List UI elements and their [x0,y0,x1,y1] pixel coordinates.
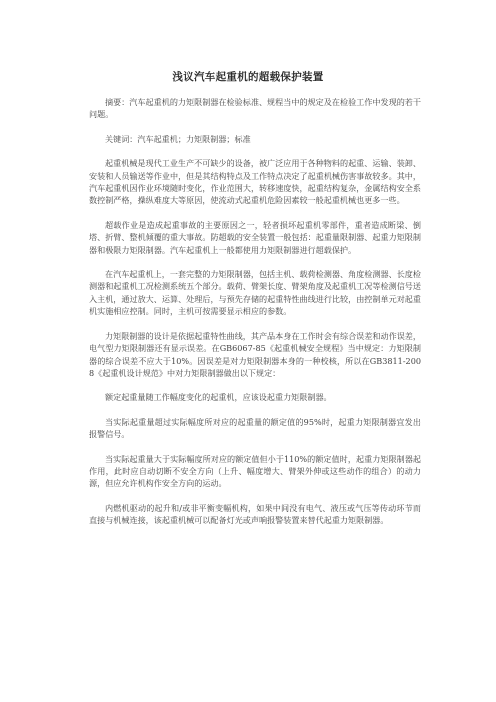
body-paragraph: 当实际起重量大于实际幅度所对应的额定值但小于110%的额定值时，起重力矩限制器起作用，此时应自动切断不安全方向（上升、幅度增大、臂架外伸或这些动作的组合）的动力源，但应允许机构作安全方向的运动。 [89,453,421,489]
body-paragraph: 内燃机驱动的起升和/或非平衡变幅机构，如果中间没有电气、液压或气压等传动环节而直接与机械连接，该起重机械可以配备灯光或声响报警装置来替代起重力矩限制器。 [89,502,421,526]
body-paragraph: 超载作业是造成起重事故的主要原因之一，轻者损坏起重机零部件，重者造成断梁、倒塔、折臂、整机倾覆的重大事故。防超载的安全装置一般包括：起重量限制器、起重力矩限制器和极限力矩限制器。汽车起重机上一般都使用力矩限制器进行超载保护。 [89,219,421,255]
document-body [89,96,421,539]
body-paragraph: 当实际起重量超过实际幅度所对应的起重量的额定值的95%时，起重力矩限制器宜发出报警信号。 [89,416,421,440]
body-paragraph: 起重机械是现代工业生产不可缺少的设备，被广泛应用于各种物料的起重、运输、装卸、安装和人员输送等作业中，但是其结构特点及工作特点决定了起重机械伤害事故较多。其中，汽车起重机因作业环境随时变化，作业范围大，转移速度快，起重结构复杂，金属结构安全系数控制严格，操纵难度大等原因，使流动式起重机危险因素较一般起重机械也更多一些。 [89,158,421,206]
body-paragraph: 在汽车起重机上，一套完整的力矩限制器，包括主机、载荷检测器、角度检测器、长度检测器和起重机工况检测系统五个部分。载荷、臂架长度、臂架角度及起重机工况等检测信号送入主机，通过放大、运算、处理后，与预先存储的起重特性曲线进行比较，由控制单元对起重机实施相应控制。同时，主机可按需要显示相应的参数。 [89,269,421,317]
abstract-paragraph: 摘要：汽车起重机的力矩限制器在检验标准、规程当中的规定及在检验工作中发现的若干问题。 [89,97,421,120]
body-paragraph: 力矩限制器的设计是依据起重特性曲线，其产品本身在工作时会有综合误差和动作误差，电气型力矩限制器还有显示误差。在GB6067-85《起重机械安全规程》当中规定：力矩限制器的综合误差不应大于10%。因误差是对力矩限制器本身的一种校核，所以在GB3811-2008《起重机设计规范》中对力矩限制器做出以下规定： [89,330,421,378]
document-title: 浅议汽车起重机的超载保护装置 [172,71,324,83]
keywords-paragraph: 关键词：汽车起重机；力矩限制器；标准 [105,133,251,144]
body-paragraph: 额定起重量随工作幅度变化的起重机，应该设起重力矩限制器。 [105,392,332,403]
